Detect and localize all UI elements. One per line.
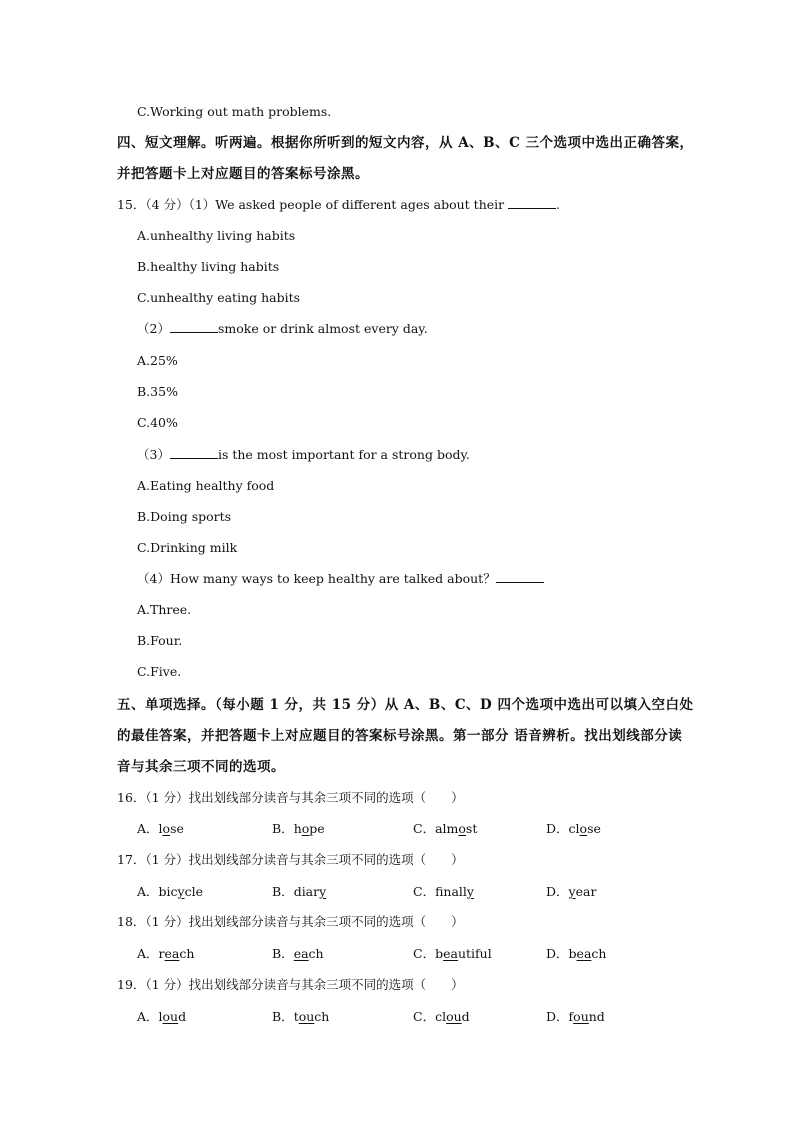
q15-2-option-b: B.35% [137,384,178,399]
q15-3-text: is the most important for a strong body. [217,447,470,462]
underline-part: ou [573,1009,589,1024]
q17-option-c: C．finally [413,884,474,899]
q19-option-a: A．loud [137,1009,187,1024]
q15-3-blank [170,446,218,459]
underline-part: o [162,821,171,836]
q16-option-b: B．hope [272,821,325,836]
q19-option-c: C．cloud [413,1009,470,1024]
q15-stem-end: . [556,197,561,212]
q15-3-option-a: A.Eating healthy food [137,478,275,493]
q16-options [0,820,794,838]
q15-2-stem [137,320,428,338]
q15-stem [117,196,560,214]
underline-part: y [177,884,185,899]
q15-2-number: （2） [137,321,170,336]
q15-stem-text: 15．（4 分）（1）We asked people of different ages about their [117,197,505,212]
section5-heading-line3: 音与其余三项不同的选项。 [117,759,285,775]
q18-stem: 18．（1 分）找出划线部分读音与其余三项不同的选项（ ） [117,914,464,929]
q15-4-option-c: C.Five. [137,664,182,679]
q14-option-c: C.Working out math problems. [137,104,332,119]
q16-option-d: D．close [546,821,601,836]
underline-part: o [458,821,466,836]
q19-options [0,1008,794,1026]
q15-blank [508,196,556,209]
q15-4-option-b: B.Four. [137,633,183,648]
q15-1-option-c: C.unhealthy eating habits [137,290,301,305]
underline-part: ea [443,946,458,961]
q15-2-option-c: C.40% [137,415,178,430]
section5-heading-line1: 五、单项选择。（每小题 1 分，共 15 分）从 A、B、C、D 四个选项中选出可以填入空白处 [117,697,694,713]
q19-stem: 19．（1 分）找出划线部分读音与其余三项不同的选项（ ） [117,977,464,992]
q17-stem: 17．（1 分）找出划线部分读音与其余三项不同的选项（ ） [117,852,464,867]
q15-2-blank [170,320,218,333]
q16-stem: 16．（1 分）找出划线部分读音与其余三项不同的选项（ ） [117,790,464,805]
q16-option-c: C．almost [413,821,478,836]
q16-option-a: A．lose [137,821,184,836]
q15-3-option-b: B.Doing sports [137,509,232,524]
section4-heading-line2: 并把答题卡上对应题目的答案标号涂黑。 [117,166,369,182]
q19-option-b: B．touch [272,1009,330,1024]
underline-part: ea [576,946,592,961]
underline-part: ou [162,1009,179,1024]
underline-part: ea [293,946,309,961]
q17-option-a: A．bicycle [137,884,204,899]
q15-3-option-c: C.Drinking milk [137,540,238,555]
q15-4-stem [137,570,544,588]
q15-2-option-a: A.25% [137,353,178,368]
q15-4-blank [496,570,544,583]
q15-3-stem [137,446,470,464]
underline-part: ea [164,946,180,961]
q17-options [0,883,794,901]
q15-1-option-a: A.unhealthy living habits [137,228,296,243]
q17-option-b: B．diary [272,884,327,899]
q18-option-d: D．beach [546,946,607,961]
underline-part: o [301,821,310,836]
section5-heading-line2: 的最佳答案，并把答题卡上对应题目的答案标号涂黑。第一部分 语音辨析。找出划线部分读 [117,728,683,744]
underline-part: y [568,884,576,899]
q18-option-b: B．each [272,946,324,961]
q15-2-text: smoke or drink almost every day. [217,321,428,336]
section4-heading-line1: 四、短文理解。听两遍。根据你所听到的短文内容，从 A、B、C 三个选项中选出正确答案， [117,135,694,151]
underline-part: o [579,821,588,836]
q19-option-d: D．found [546,1009,605,1024]
q18-option-a: A．reach [137,946,195,961]
underline-part: y [319,884,327,899]
q15-1-option-b: B.healthy living habits [137,259,280,274]
q15-4-option-a: A.Three. [137,602,192,617]
underline-part: ou [298,1009,315,1024]
q15-4-text: （4）How many ways to keep healthy are talked about？ [137,571,496,586]
underline-part: y [466,884,474,899]
q18-options [0,945,794,963]
q17-option-d: D．year [546,884,597,899]
q15-3-number: （3） [137,447,170,462]
q18-option-c: C．beautiful [413,946,492,961]
underline-part: ou [446,1009,462,1024]
